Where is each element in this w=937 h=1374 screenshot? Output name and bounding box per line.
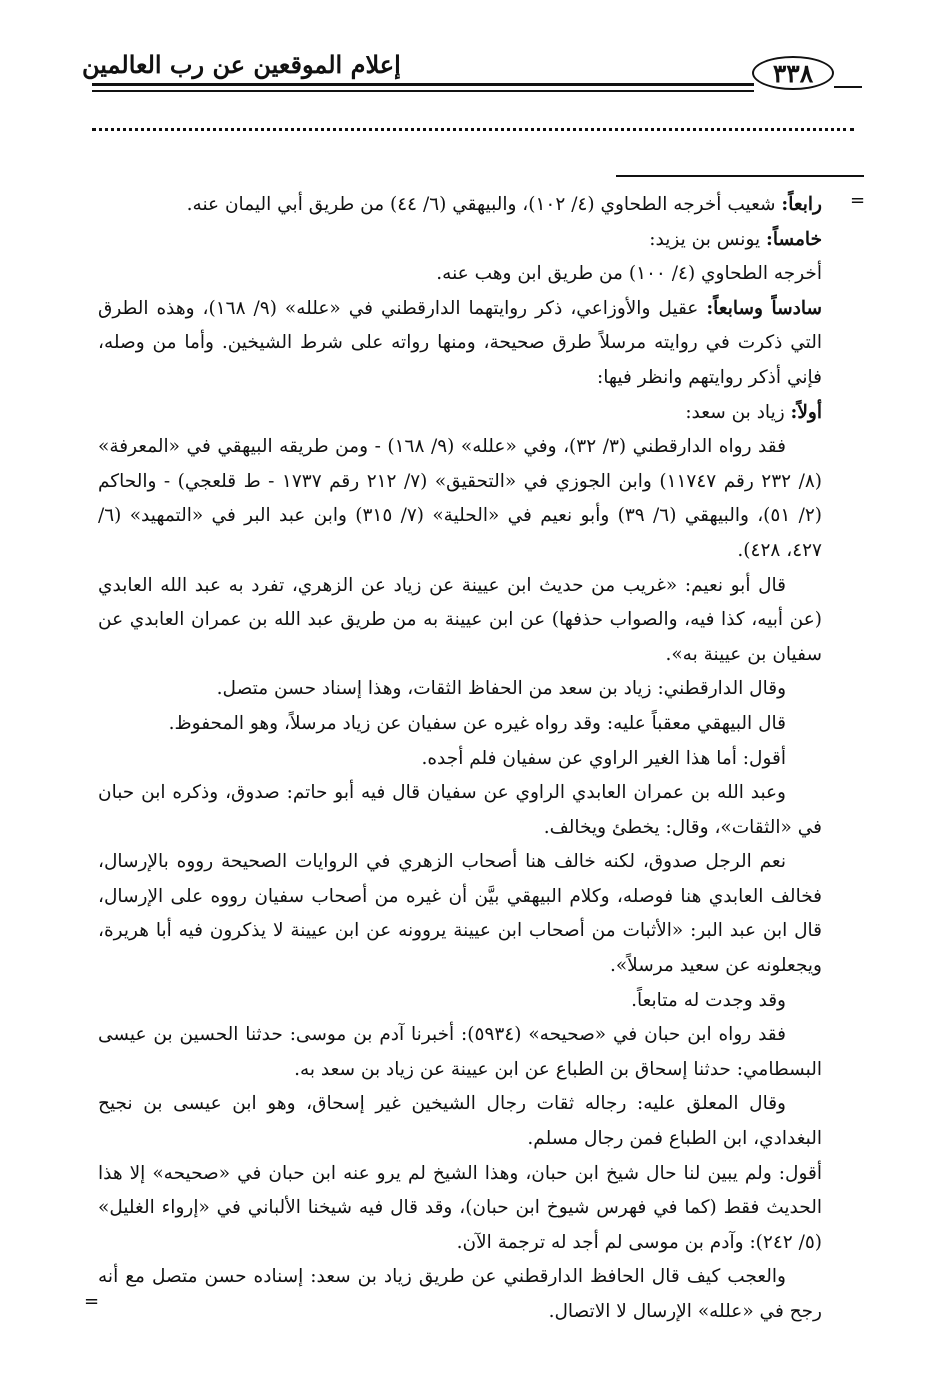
paragraph <box>98 1087 822 1156</box>
footnote-continuation-mark-top: = <box>850 190 866 211</box>
paragraph-text: قال البيهقي معقباً عليه: وقد رواه غيره عن سفيان عن زياد مرسلاً، وهو المحفوظ. <box>168 712 786 734</box>
paragraph-text: يونس بن يزيد: <box>649 228 767 250</box>
footnote-separator <box>616 175 864 177</box>
header-rule-thick <box>92 83 754 86</box>
paragraph-text: وعبد الله بن عمران العابدي الراوي عن سفيان قال فيه أبو حاتم: صدوق، وذكره ابن حبان في «الثقات»، وقال: يخطئ ويخالف. <box>98 782 822 838</box>
paragraph <box>98 257 822 292</box>
paragraph <box>98 776 822 845</box>
dotted-separator <box>92 128 854 131</box>
page-number: ٣٣٨ <box>752 56 834 90</box>
paragraph-text: قال أبو نعيم: «غريب من حديث ابن عيينة عن زياد عن الزهري، تفرد به عبد الله العابدي (عن أبيه، كذا فيه، والصواب حذفها) عن ابن عيينة به من طريق عبد الله بن عمران العابدي عن سفيان بن عيينة به». <box>98 574 822 665</box>
paragraph-text: أقول: ولم يبين لنا حال شيخ ابن حبان، وهذا الشيخ لم يرو عنه ابن حبان في «صحيحه» إلا هذا الحديث فقط (كما في فهرس شيوخ ابن حبان)، وقد قال فيه شيخنا الألباني في «إرواء الغليل» (٥/ ٢٤٢): وآدم بن موسى لم أجد له ترجمة الآن. <box>98 1162 822 1253</box>
paragraph <box>98 396 822 431</box>
paragraph <box>98 707 822 742</box>
paragraph <box>98 1157 822 1261</box>
paragraph-text: والعجب كيف قال الحافظ الدارقطني عن طريق زياد بن سعد: إسناده حسن متصل مع أنه رجح في «علله» الإرسال لا الاتصال. <box>98 1266 822 1322</box>
footnote-continuation-mark-bottom: = <box>84 1291 100 1312</box>
paragraph <box>98 1260 822 1329</box>
paragraph-text: عقيل والأوزاعي، ذكر روايتهما الدارقطني في «علله» (٩/ ١٦٨)، وهذه الطرق التي ذكرت في روايته مرسلاً طرق صحيحة، ومنها رواته على شرط الشيخين. وأما من وصله، فإني أذكر روايتهم وانظر فيها: <box>98 297 822 388</box>
paragraph <box>98 188 822 223</box>
paragraph-lead: أولاً: <box>790 401 822 423</box>
paragraph-text: وقال المعلق عليه: رجاله ثقات رجال الشيخين غير إسحاق، وهو ابن عيسى بن نجيح البغدادي، ابن الطباع فمن رجال مسلم. <box>98 1093 822 1150</box>
header-rule-thin <box>92 90 754 92</box>
paragraph <box>98 1018 822 1087</box>
header-rule-tail <box>834 86 862 88</box>
paragraph-text: فقد رواه ابن حبان في «صحيحه» (٥٩٣٤): أخبرنا آدم بن موسى: حدثنا الحسين بن عيسى البسطامي: حدثنا إسحاق بن الطباع عن ابن عيينة عن زياد بن سعد به. <box>98 1024 822 1080</box>
paragraph-lead: خامساً: <box>766 228 822 250</box>
paragraph-text: أقول: أما هذا الغير الراوي عن سفيان فلم أجده. <box>421 747 786 769</box>
paragraph-text: شعيب أخرجه الطحاوي (٤/ ١٠٢)، والبيهقي (٦/ ٤٤) من طريق أبي اليمان عنه. <box>186 194 782 215</box>
paragraph-text: وقد وجدت له متابعاً. <box>631 989 786 1011</box>
paragraph <box>98 569 822 673</box>
footnote-body <box>98 188 822 1330</box>
paragraph <box>98 430 822 568</box>
paragraph-text: نعم الرجل صدوق، لكنه خالف هنا أصحاب الزهري في الروايات الصحيحة رووه بالإرسال، فخالف العابدي هنا فوصله، وكلام البيهقي بيَّن أن غيره من أصحاب سفيان رووه على الإرسال، قال ابن عبد البر: «الأثبات من أصحاب ابن عيينة يروونه عن ابن عيينة لا يذكرون فيه أبا هريرة، ويجعلونه عن سعيد مرسلاً». <box>98 851 822 977</box>
paragraph-text: فقد رواه الدارقطني (٣/ ٣٢)، وفي «علله» (٩/ ١٦٨) - ومن طريقه البيهقي في «المعرفة» (٨/ ٢٣٢ رقم ١١٧٤٧) وابن الجوزي في «التحقيق» (٧/ ٢١٢ رقم ١٧٣٧ - ط قلعجي) - والحاكم (٢/ ٥١)، والبيهقي (٦/ ٣٩) وأبو نعيم في «الحلية» (٧/ ٣١٥) وابن عبد البر في «التمهيد» (٦/ ٤٢٧، ٤٢٨). <box>98 436 822 561</box>
paragraph <box>98 742 822 777</box>
paragraph <box>98 845 822 983</box>
paragraph <box>98 984 822 1019</box>
paragraph <box>98 292 822 396</box>
paragraph-lead: سادساً وسابعاً: <box>706 297 822 319</box>
paragraph-lead: رابعاً: <box>781 194 822 215</box>
paragraph-text: زياد بن سعد: <box>685 401 791 423</box>
paragraph-text: وقال الدارقطني: زياد بن سعد من الحفاظ الثقات، وهذا إسناد حسن متصل. <box>216 678 786 700</box>
paragraph <box>98 672 822 707</box>
paragraph <box>98 223 822 258</box>
running-header-title: إعلام الموقعين عن رب العالمين <box>82 50 401 79</box>
paragraph-text: أخرجه الطحاوي (٤/ ١٠٠) من طريق ابن وهب عنه. <box>436 263 822 285</box>
